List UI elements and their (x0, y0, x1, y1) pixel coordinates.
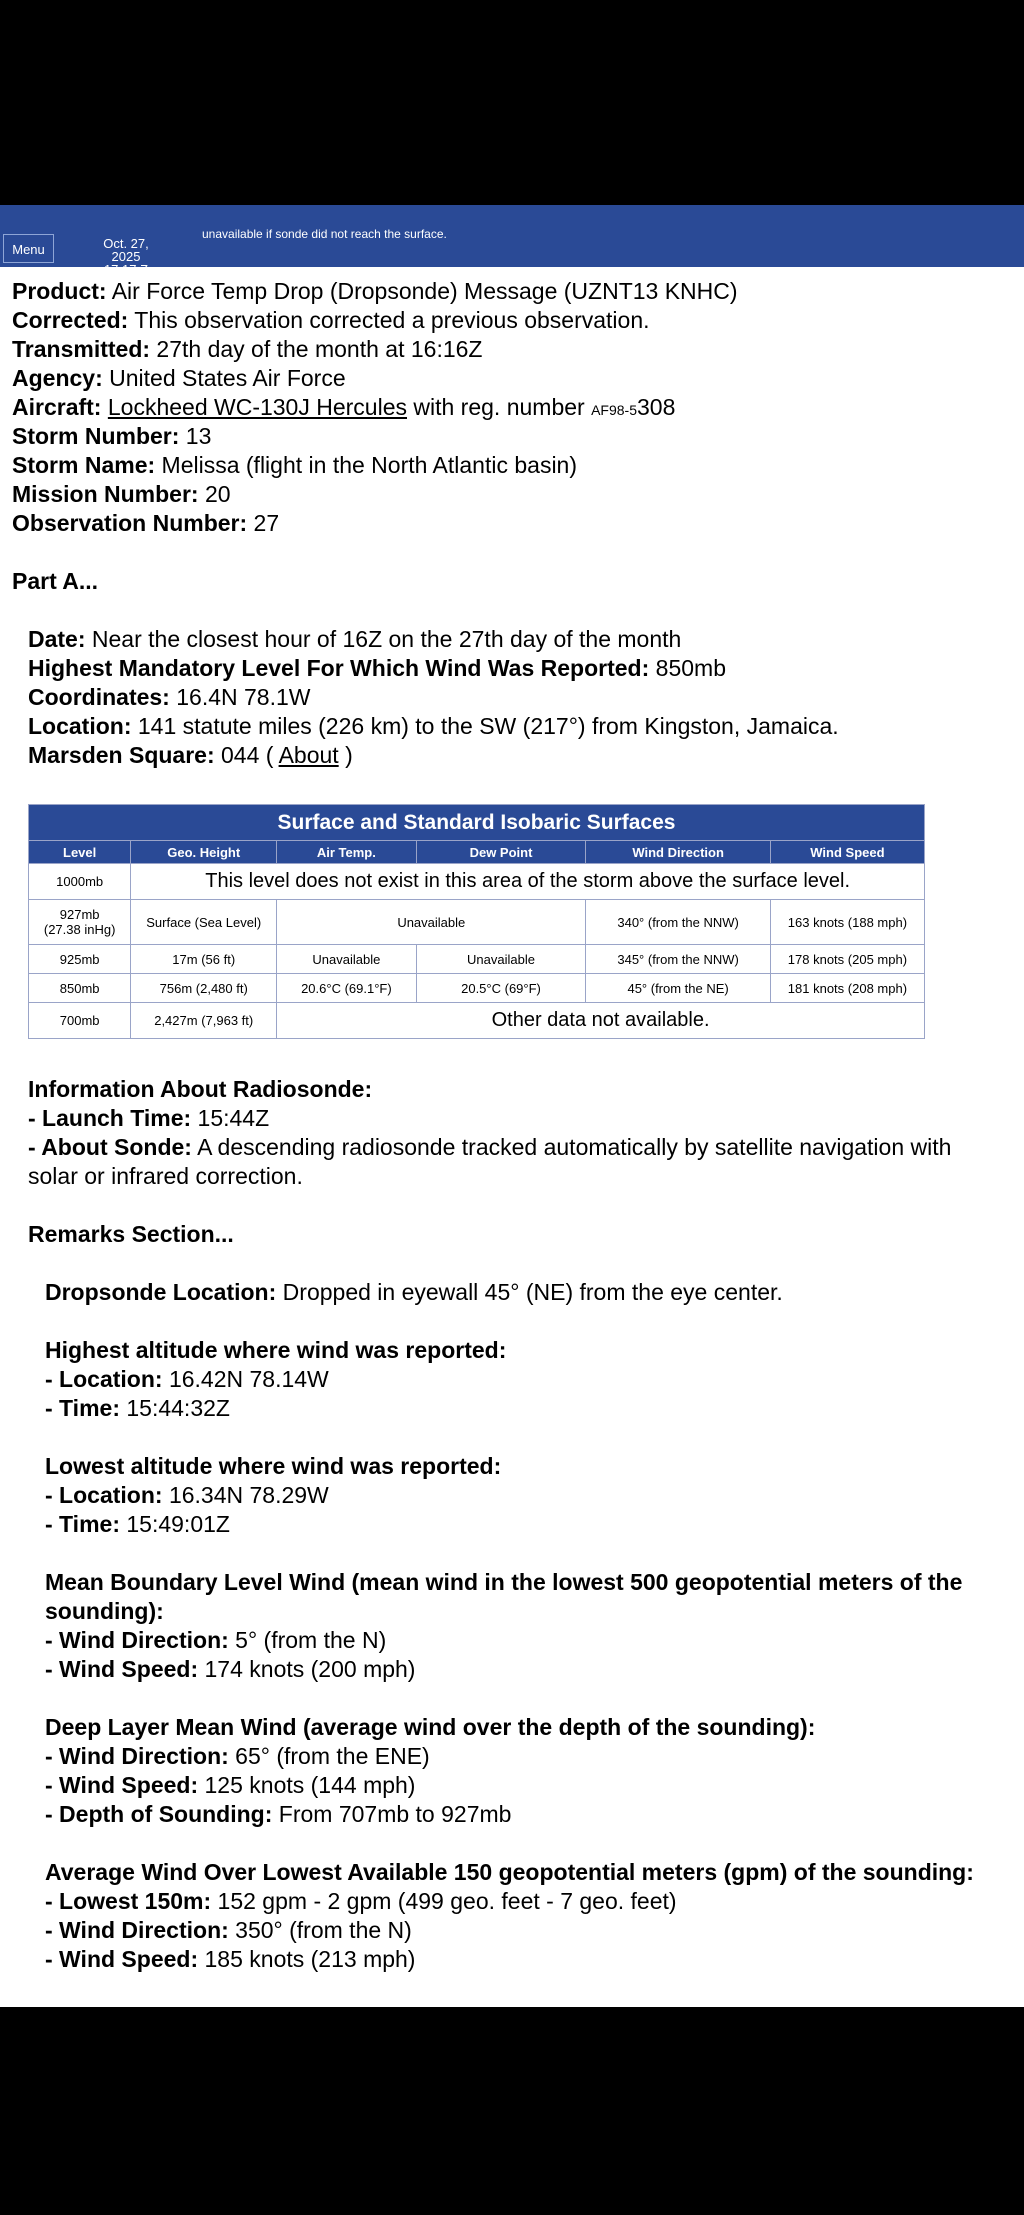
coordinates-label: Coordinates: (28, 684, 170, 710)
highest-time-value: 15:44:32Z (126, 1395, 230, 1421)
marsden-value: 044 ( (221, 742, 274, 768)
mbl-wind-heading: Mean Boundary Level Wind (mean wind in the lowest 500 geopotential meters of the (45, 1569, 963, 1595)
corrected-value: This observation corrected a previous observation. (134, 307, 650, 333)
cell-height: Surface (Sea Level) (131, 900, 277, 945)
cell-dew: Unavailable (416, 945, 586, 974)
dlm-speed-row (45, 1771, 415, 1799)
avg-speed-value: 185 knots (213 mph) (204, 1946, 416, 1972)
mbl-speed-value: 174 knots (200 mph) (204, 1656, 416, 1682)
transmitted-label: Transmitted: (12, 336, 151, 362)
cell-height: 17m (56 ft) (131, 945, 277, 974)
cell-height: 2,427m (7,963 ft) (131, 1003, 277, 1039)
dlm-wind-heading: Deep Layer Mean Wind (average wind over the depth of the sounding): (45, 1714, 816, 1740)
lowest-time-label: - Time: (45, 1511, 120, 1537)
avg-speed-label: - Wind Speed: (45, 1946, 199, 1972)
cell-temp: Unavailable (277, 945, 416, 974)
part-a-date-value: Near the closest hour of 16Z on the 27th day of the month (91, 626, 682, 652)
highest-time-row (45, 1394, 230, 1422)
marsden-label: Marsden Square: (28, 742, 215, 768)
dlm-direction-row (45, 1742, 430, 1770)
table-row (29, 945, 925, 974)
highest-location-label: - Location: (45, 1366, 163, 1392)
cell-direction: 345° (from the NNW) (586, 945, 770, 974)
mbl-speed-label: - Wind Speed: (45, 1656, 199, 1682)
highest-location-value: 16.42N 78.14W (168, 1366, 329, 1392)
cell-speed: 163 knots (188 mph) (770, 900, 924, 945)
dlm-depth-row (45, 1800, 511, 1828)
cell-speed: 181 knots (208 mph) (770, 974, 924, 1003)
marsden-close: ) (345, 742, 353, 768)
lowest-location-row (45, 1481, 329, 1509)
storm-name-value: Melissa (flight in the North Atlantic basin) (161, 452, 578, 478)
dropsonde-location-value: Dropped in eyewall 45° (NE) from the eye center. (282, 1279, 783, 1305)
cell-direction: 45° (from the NE) (586, 974, 770, 1003)
col-header-level: Level (29, 841, 131, 864)
observation-row (12, 509, 279, 537)
product-value: Air Force Temp Drop (Dropsonde) Message (UZNT13 KNHC) (111, 278, 738, 304)
launch-time-value: 15:44Z (197, 1105, 270, 1131)
lowest-location-value: 16.34N 78.29W (168, 1482, 329, 1508)
aircraft-reg-prefix: AF98-5 (591, 402, 638, 418)
cell-level: 850mb (29, 974, 131, 1003)
corrected-label: Corrected: (12, 307, 129, 333)
aircraft-link[interactable]: Lockheed WC-130J Hercules (107, 394, 407, 420)
transmitted-value: 27th day of the month at 16:16Z (156, 336, 483, 362)
cell-level-inhg: (27.38 inHg) (43, 922, 116, 937)
dropsonde-location-row (45, 1278, 783, 1306)
cell-speed: 178 knots (205 mph) (770, 945, 924, 974)
col-header-height: Geo. Height (131, 841, 277, 864)
remarks-heading: Remarks Section... (28, 1221, 234, 1247)
part-a-heading: Part A... (12, 568, 99, 594)
agency-label: Agency: (12, 365, 103, 391)
table-row (29, 900, 925, 945)
location-label: Location: (28, 713, 132, 739)
marsden-row (28, 741, 353, 769)
dropsonde-location-label: Dropsonde Location: (45, 1279, 277, 1305)
mbl-direction-value: 5° (from the N) (235, 1627, 387, 1653)
location-value: 141 statute miles (226 km) to the SW (217°) from Kingston, Jamaica. (137, 713, 839, 739)
table-row (29, 1003, 925, 1039)
lowest-altitude-heading: Lowest altitude where wind was reported: (45, 1453, 502, 1479)
storm-number-label: Storm Number: (12, 423, 180, 449)
radiosonde-heading: Information About Radiosonde: (28, 1076, 373, 1102)
cell-height: 756m (2,480 ft) (131, 974, 277, 1003)
about-sonde-value: A descending radiosonde tracked automatically by satellite navigation with (197, 1134, 952, 1160)
about-sonde-row (28, 1133, 951, 1161)
product-row (12, 277, 738, 305)
cell-temp-dew: Unavailable (277, 900, 586, 945)
cell-level: 700mb (29, 1003, 131, 1039)
coordinates-value: 16.4N 78.1W (176, 684, 311, 710)
cell-level-mb: 927mb (59, 907, 100, 922)
dlm-depth-label: - Depth of Sounding: (45, 1801, 273, 1827)
location-row (28, 712, 839, 740)
transmitted-row (12, 335, 482, 363)
aircraft-reg-number: 308 (637, 394, 676, 420)
cell-level: 925mb (29, 945, 131, 974)
highest-time-label: - Time: (45, 1395, 120, 1421)
dlm-direction-label: - Wind Direction: (45, 1743, 229, 1769)
mission-value: 20 (204, 481, 231, 507)
storm-number-value: 13 (185, 423, 212, 449)
table-caption: Surface and Standard Isobaric Surfaces (28, 804, 925, 840)
avg-direction-label: - Wind Direction: (45, 1917, 229, 1943)
aircraft-mid-text: with reg. number (413, 394, 585, 420)
dlm-speed-value: 125 knots (144 mph) (204, 1772, 416, 1798)
highest-level-row (28, 654, 726, 682)
observation-content (0, 267, 1024, 2007)
observation-value: 27 (253, 510, 280, 536)
launch-time-label: - Launch Time: (28, 1105, 192, 1131)
avg-lowest-label: - Lowest 150m: (45, 1888, 212, 1914)
cell-note: This level does not exist in this area of the storm above the surface level. (131, 864, 925, 900)
agency-row (12, 364, 346, 392)
mbl-speed-row (45, 1655, 415, 1683)
lowest-time-row (45, 1510, 230, 1538)
cell-direction: 340° (from the NNW) (586, 900, 770, 945)
launch-time-row (28, 1104, 269, 1132)
avg-speed-row (45, 1945, 415, 1973)
cell-temp: 20.6°C (69.1°F) (277, 974, 416, 1003)
part-a-date-row (28, 625, 681, 653)
isobaric-surfaces-table (28, 804, 925, 1039)
cell-level: 1000mb (29, 864, 131, 900)
coordinates-row (28, 683, 310, 711)
highest-level-label: Highest Mandatory Level For Which Wind Was Reported: (28, 655, 650, 681)
top-nav-bar (0, 205, 1024, 267)
highest-altitude-heading: Highest altitude where wind was reported: (45, 1337, 507, 1363)
observation-label: Observation Number: (12, 510, 248, 536)
col-header-direction: Wind Direction (586, 841, 770, 864)
marsden-about-link[interactable]: About (278, 742, 339, 768)
mbl-direction-label: - Wind Direction: (45, 1627, 229, 1653)
avg-wind-heading: Average Wind Over Lowest Available 150 geopotential meters (gpm) of the sounding: (45, 1859, 974, 1885)
table-row (29, 864, 925, 900)
top-note: unavailable if sonde did not reach the surface. (202, 227, 447, 241)
aircraft-label: Aircraft: (12, 394, 102, 420)
about-sonde-label: - About Sonde: (28, 1134, 192, 1160)
col-header-dew: Dew Point (416, 841, 586, 864)
header-date: Oct. 27, 2025 (103, 236, 149, 264)
corrected-row (12, 306, 650, 334)
lowest-time-value: 15:49:01Z (126, 1511, 230, 1537)
dlm-direction-value: 65° (from the ENE) (235, 1743, 430, 1769)
table-header-row (29, 841, 925, 864)
mbl-direction-row (45, 1626, 386, 1654)
cell-level (29, 900, 131, 945)
mission-label: Mission Number: (12, 481, 199, 507)
avg-lowest-row (45, 1887, 677, 1915)
dlm-speed-label: - Wind Speed: (45, 1772, 199, 1798)
storm-name-row (12, 451, 577, 479)
avg-direction-value: 350° (from the N) (235, 1917, 412, 1943)
storm-number-row (12, 422, 211, 450)
mbl-wind-heading-continued: sounding): (45, 1598, 164, 1624)
mission-row (12, 480, 231, 508)
avg-direction-row (45, 1916, 412, 1944)
menu-button[interactable]: Menu (3, 234, 54, 263)
cell-dew: 20.5°C (69°F) (416, 974, 586, 1003)
avg-lowest-value: 152 gpm - 2 gpm (499 geo. feet - 7 geo. feet) (217, 1888, 677, 1914)
product-label: Product: (12, 278, 107, 304)
table-row (29, 974, 925, 1003)
agency-value: United States Air Force (109, 365, 346, 391)
col-header-speed: Wind Speed (770, 841, 924, 864)
storm-name-label: Storm Name: (12, 452, 156, 478)
about-sonde-continued: solar or infrared correction. (28, 1163, 303, 1189)
col-header-temp: Air Temp. (277, 841, 416, 864)
highest-level-value: 850mb (655, 655, 726, 681)
lowest-location-label: - Location: (45, 1482, 163, 1508)
highest-location-row (45, 1365, 329, 1393)
dlm-depth-value: From 707mb to 927mb (278, 1801, 512, 1827)
part-a-date-label: Date: (28, 626, 86, 652)
aircraft-row (12, 393, 675, 424)
cell-note: Other data not available. (277, 1003, 925, 1039)
